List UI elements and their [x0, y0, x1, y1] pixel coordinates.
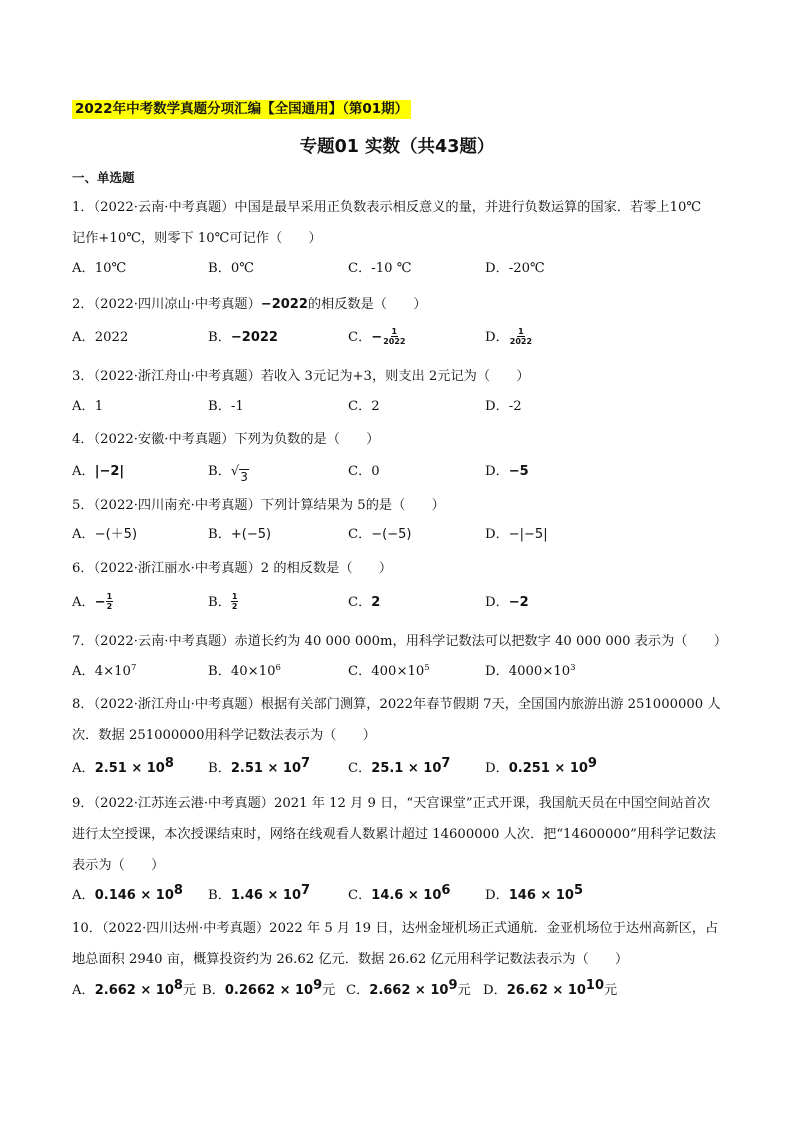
question-9-options: [72, 884, 724, 908]
question-8-line-2: 次．数据 251000000用科学记数法表示为（ ）: [72, 728, 376, 743]
option-c: C．0: [348, 464, 380, 479]
fraction: $\frac{1}{2}$: [231, 592, 238, 611]
math-expression: −2022: [260, 297, 308, 312]
question-8-options: [72, 757, 724, 781]
option-a: A．$0.146 \times 10^8$: [72, 883, 183, 903]
option-a: A．$2.51 \times 10^8$: [72, 756, 174, 776]
option-a: A．|−2|: [72, 464, 125, 479]
fraction: $\frac{1}{2022}$: [509, 327, 533, 346]
option-c: C．$400\times 10^5$: [348, 663, 430, 679]
option-c: C．2: [348, 399, 380, 414]
option-b: B．+(−5): [208, 527, 272, 542]
option-d: D．$0.251 \times 10^9$: [485, 756, 597, 776]
document-title: 专题01 实数（共43题）: [299, 137, 495, 157]
option-c: C．2: [348, 595, 381, 610]
question-10-options: [72, 979, 724, 1003]
square-root: √ 3: [230, 464, 248, 484]
option-b: B． $\frac{1}{2}$: [208, 592, 238, 611]
option-d: D．−|−5|: [485, 527, 548, 542]
option-c: C．− $\frac{1}{2022}$: [348, 327, 406, 346]
option-c: C．-10 ℃: [348, 261, 412, 276]
option-d: D．$4000\times 10^3$: [485, 663, 576, 679]
option-b: B．$40\times 10^6$: [208, 663, 281, 679]
question-9-line-1: 9．（2022·江苏连云港·中考真题）2021 年 12 月 9 日，“天宫课堂”正式开课，我国航天员在中国空间站首次: [72, 796, 711, 811]
question-1-options: [72, 257, 724, 281]
option-d: D．-20℃: [485, 261, 545, 276]
option-c: C．$2.662 \times 10^9$元: [346, 978, 471, 998]
option-a: A．$4\times 10^7$: [72, 663, 137, 679]
option-b: B．$0.2662 \times 10^9$元: [202, 978, 336, 998]
option-b: B．-1: [208, 399, 244, 414]
option-b: B． √ 3: [208, 460, 249, 484]
option-d: D．-2: [485, 399, 522, 414]
option-a: A．10℃: [72, 261, 127, 276]
question-10-line-1: 10．（2022·四川达州·中考真题）2022 年 5 月 19 日，达州金垭机场正式通航．金亚机场位于达州高新区，占: [72, 921, 719, 936]
option-c: C．$14.6 \times 10^6$: [348, 883, 451, 903]
question-10-line-2: 地总面积 2940 亩，概算投资约为 26.62 亿元．数据 26.62 亿元用科学记数法表示为（ ）: [72, 952, 629, 967]
section-heading: 一、单选题: [72, 170, 135, 185]
option-d: D．−2: [485, 595, 529, 610]
question-4-stem: 4．（2022·安徽·中考真题）下列为负数的是（ ）: [72, 432, 380, 447]
option-c: C．−(−5): [348, 527, 412, 542]
option-a: A．− $\frac{1}{2}$: [72, 592, 113, 611]
option-d: D．$26.62 \times 10^{10}$元: [483, 978, 618, 998]
question-1-line-1: 1．（2022·云南·中考真题）中国是最早采用正负数表示相反意义的量，并进行负数运算的国家．若零上10℃: [72, 200, 702, 215]
option-d: D． $\frac{1}{2022}$: [485, 327, 533, 346]
question-7-stem: 7．（2022·云南·中考真题）赤道长约为 40 000 000m，用科学记数法可以把数字 40 000 000 表示为（ ）: [72, 634, 728, 649]
question-1-line-2: 记作+10℃，则零下 10℃可记作（ ）: [72, 231, 322, 246]
question-2-stem: 2．（2022·四川凉山·中考真题）−2022的相反数是（ ）: [72, 297, 427, 312]
question-3-stem: 3．（2022·浙江舟山·中考真题）若收入 3元记为+3，则支出 2元记为（ ）: [72, 369, 530, 384]
option-a: A．$2.662 \times 10^8$元: [72, 978, 197, 998]
option-b: B．0℃: [208, 261, 255, 276]
question-7-options: [72, 660, 724, 684]
question-9-line-2: 进行太空授课，本次授课结束时，网络在线观看人数累计超过 14600000 人次．把“14600000”用科学记数法: [72, 827, 717, 842]
option-d: D．$146 \times 10^5$: [485, 883, 583, 903]
question-9-line-3: 表示为（ ）: [72, 858, 165, 873]
option-d: D．−5: [485, 464, 529, 479]
question-5-stem: 5．（2022·四川南充·中考真题）下列计算结果为 5的是（ ）: [72, 498, 445, 513]
series-header-highlight: 2022年中考数学真题分项汇编【全国通用】（第01期）: [72, 100, 411, 119]
option-a: A．−(＋5): [72, 527, 138, 542]
option-b: B．$2.51 \times 10^7$: [208, 756, 311, 776]
question-6-options: [72, 591, 724, 615]
question-4-options: [72, 460, 724, 484]
question-8-line-1: 8．（2022·浙江舟山·中考真题）根据有关部门测算，2022年春节假期 7天，全国国内旅游出游 251000000 人: [72, 697, 721, 712]
question-6-stem: 6．（2022·浙江丽水·中考真题）2 的相反数是（ ）: [72, 561, 393, 576]
question-3-options: [72, 395, 724, 419]
option-b: B．$1.46 \times 10^7$: [208, 883, 311, 903]
option-a: A．2022: [72, 330, 129, 345]
option-c: C．$25.1 \times 10^7$: [348, 756, 451, 776]
question-2-options: [72, 326, 724, 350]
fraction: $\frac{1}{2}$: [106, 592, 113, 611]
fraction: $\frac{1}{2022}$: [383, 327, 406, 346]
option-b: B．−2022: [208, 330, 278, 345]
question-5-options: [72, 523, 724, 547]
option-a: A．1: [72, 399, 104, 414]
